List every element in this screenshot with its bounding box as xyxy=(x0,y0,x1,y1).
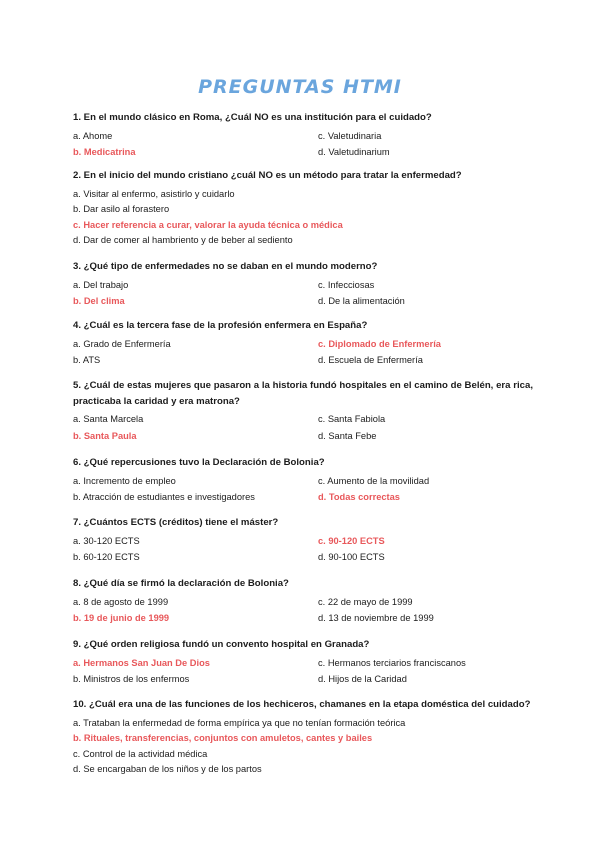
option-c: c. Santa Fabiola xyxy=(318,414,386,424)
option-d: d. Escuela de Enfermería xyxy=(318,355,423,365)
question-4 xyxy=(73,318,533,369)
option-d: d. Dar de comer al hambriento y de beber al sediento xyxy=(73,235,293,245)
options xyxy=(73,656,533,688)
option-a: a. Grado de Enfermería xyxy=(73,338,171,349)
option-d: d. Santa Febe xyxy=(318,430,377,441)
option-a: a. 8 de agosto de 1999 xyxy=(73,596,169,607)
options xyxy=(73,595,533,627)
option-d: d. De la alimentación xyxy=(318,296,405,306)
question-text: 9. ¿Qué orden religiosa fundó un convento hospital en Granada? xyxy=(73,639,370,650)
question-1 xyxy=(73,110,533,161)
option-c: c. Control de la actividad médica xyxy=(73,748,208,759)
option-b: b. 60-120 ECTS xyxy=(73,552,140,562)
options xyxy=(73,129,533,161)
options xyxy=(73,187,533,249)
option-a: a. Visitar al enfermo, asistirlo y cuidarlo xyxy=(73,188,235,199)
option-b-correct: b. Santa Paula xyxy=(73,430,137,441)
option-a: a. Trataban la enfermedad de forma empírica ya que no tenían formación teórica xyxy=(73,717,406,728)
option-a: a. Del trabajo xyxy=(73,279,129,290)
options xyxy=(73,337,533,369)
question-text: 3. ¿Qué tipo de enfermedades no se daban en el mundo moderno? xyxy=(73,261,378,272)
question-3 xyxy=(73,259,533,310)
question-2 xyxy=(73,168,533,249)
option-b: b. Dar asilo al forastero xyxy=(73,204,170,214)
option-d: d. Se encargaban de los niños y de los partos xyxy=(73,764,262,774)
option-c: c. Aumento de la movilidad xyxy=(318,475,430,486)
option-d: d. Hijos de la Caridad xyxy=(318,674,407,684)
option-c: c. Hermanos terciarios franciscanos xyxy=(318,657,466,668)
option-d: d. 13 de noviembre de 1999 xyxy=(318,613,434,623)
option-b: b. ATS xyxy=(73,355,101,365)
option-c-correct: c. 90-120 ECTS xyxy=(318,535,385,546)
option-a: a. Incremento de empleo xyxy=(73,475,176,486)
options xyxy=(73,412,533,444)
option-d: d. Valetudinarium xyxy=(318,147,390,157)
option-c: c. Infecciosas xyxy=(318,279,375,290)
question-text: 8. ¿Qué día se firmó la declaración de Bolonia? xyxy=(73,578,289,589)
option-b-correct: b. 19 de junio de 1999 xyxy=(73,613,170,623)
option-b-correct: b. Medicatrina xyxy=(73,147,136,157)
options xyxy=(73,474,533,506)
option-b-correct: b. Rituales, transferencias, conjuntos con amuletos, cantes y bailes xyxy=(73,733,373,743)
option-c: c. 22 de mayo de 1999 xyxy=(318,596,413,607)
question-text: 4. ¿Cuál es la tercera fase de la profesión enfermera en España? xyxy=(73,320,368,331)
question-6 xyxy=(73,455,533,506)
options xyxy=(73,534,533,566)
options xyxy=(73,278,533,310)
question-5 xyxy=(73,378,533,444)
option-a-correct: a. Hermanos San Juan De Dios xyxy=(73,657,210,668)
page-title: PREGUNTAS HTMI xyxy=(198,76,402,98)
option-b-correct: b. Del clima xyxy=(73,296,125,306)
question-text: 10. ¿Cuál era una de las funciones de los hechiceros, chamanes en la etapa doméstica del cuidado? xyxy=(73,699,531,710)
question-9 xyxy=(73,637,533,688)
option-c-correct: c. Hacer referencia a curar, valorar la ayuda técnica o médica xyxy=(73,219,343,230)
option-a: a. 30-120 ECTS xyxy=(73,535,140,546)
option-a: a. Santa Marcela xyxy=(73,414,144,424)
question-7 xyxy=(73,515,533,566)
question-text: 1. En el mundo clásico en Roma, ¿Cuál NO es una institución para el cuidado? xyxy=(73,112,432,123)
options xyxy=(73,716,533,778)
question-text: 7. ¿Cuántos ECTS (créditos) tiene el máster? xyxy=(73,517,279,528)
question-10 xyxy=(73,697,533,778)
question-8 xyxy=(73,576,533,627)
option-c-correct: c. Diplomado de Enfermería xyxy=(318,338,441,349)
option-d-correct: d. Todas correctas xyxy=(318,492,400,502)
option-c: c. Valetudinaria xyxy=(318,130,382,141)
question-text: 6. ¿Qué repercusiones tuvo la Declaración de Bolonia? xyxy=(73,457,325,468)
option-b: b. Atracción de estudiantes e investigadores xyxy=(73,492,255,502)
option-d: d. 90-100 ECTS xyxy=(318,552,385,562)
question-text: 2. En el inicio del mundo cristiano ¿cuál NO es un método para tratar la enfermedad? xyxy=(73,170,462,181)
option-a: a. Ahome xyxy=(73,130,113,141)
question-text: 5. ¿Cuál de estas mujeres que pasaron a la historia fundó hospitales en el camino de Belén, era rica, practicaba la caridad y era matrona? xyxy=(73,380,533,407)
option-b: b. Ministros de los enfermos xyxy=(73,674,190,684)
